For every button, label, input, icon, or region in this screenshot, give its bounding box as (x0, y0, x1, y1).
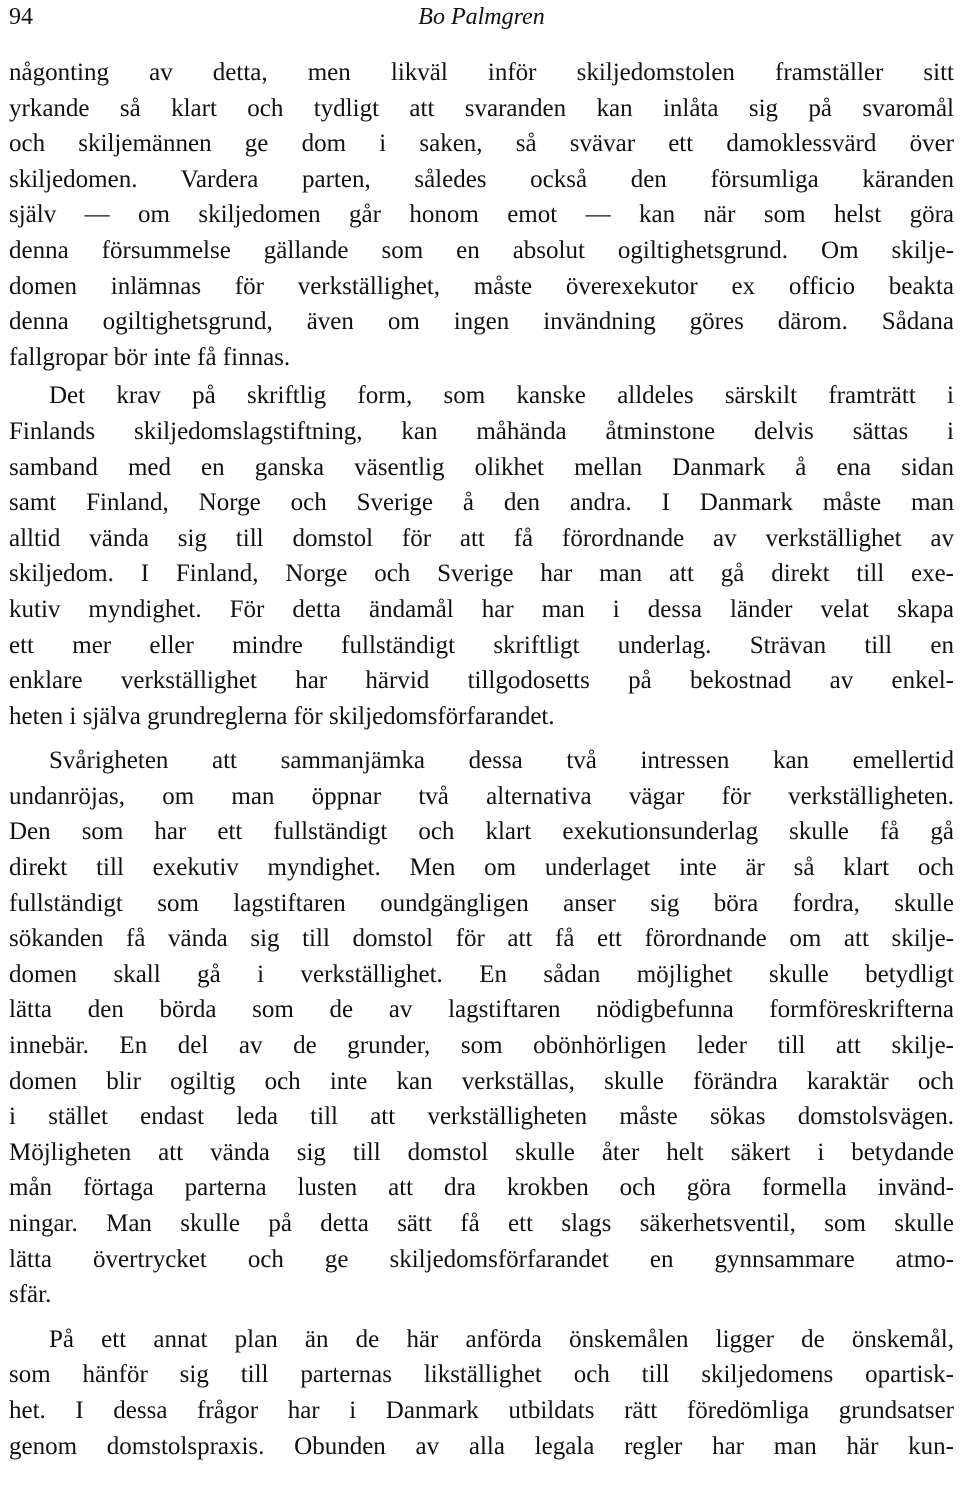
paragraph-2 (9, 378, 954, 734)
text-line: innebär. En del av de grunder, som obönhörligen leder till att skilje- (9, 1032, 954, 1060)
text-line: enklare verkställighet har härvid tillgodosetts på bekostnad av enkel- (9, 667, 954, 695)
text-line: Svårigheten att sammanjämka dessa två intressen kan emellertid (49, 747, 954, 775)
text-line: ett mer eller mindre fullständigt skriftligt underlag. Strävan till en (9, 631, 954, 659)
text-line: het. I dessa frågor har i Danmark utbildats rätt föredömliga grundsatser (9, 1396, 954, 1424)
document-page (9, 0, 954, 1464)
text-line: domen inlämnas för verkställighet, måste överexekutor ex officio beakta (9, 272, 954, 300)
text-line: skiljedom. I Finland, Norge och Sverige har man att gå direkt till exe- (9, 560, 954, 588)
text-line: heten i själva grundreglerna för skiljedomsförfarandet. (9, 702, 555, 730)
text-line: själv — om skiljedomen går honom emot — kan när som helst göra (9, 201, 954, 229)
text-line: som hänför sig till parternas likställighet och till skiljedomens opartisk- (9, 1361, 954, 1389)
text-line: sökanden få vända sig till domstol för att få ett förordnande om att skilje- (9, 925, 954, 953)
body-text (9, 55, 954, 1464)
text-line: samband med en ganska väsentlig olikhet mellan Danmark å ena sidan (9, 453, 954, 481)
text-line: domen skall gå i verkställighet. En sådan möjlighet skulle betydligt (9, 960, 954, 988)
text-line: skiljedomen. Vardera parten, således också den försumliga käranden (9, 165, 954, 193)
text-line: yrkande så klart och tydligt att svaranden kan inlåta sig på svaromål (9, 94, 954, 122)
text-line: någonting av detta, men likväl inför skiljedomstolen framställer sitt (9, 59, 954, 86)
text-line: Den som har ett fullständigt och klart exekutionsunderlag skulle få gå (9, 818, 954, 846)
text-line: domen blir ogiltig och inte kan verkställas, skulle förändra karaktär och (9, 1067, 954, 1095)
text-line: lätta den börda som de av lagstiftaren nödigbefunna formföreskrifterna (9, 996, 954, 1024)
paragraph-3 (9, 743, 954, 1313)
text-line: Möjligheten att vända sig till domstol skulle åter helt säkert i betydande (9, 1138, 954, 1166)
text-line: Det krav på skriftlig form, som kanske alldeles särskilt framträtt i (49, 382, 954, 410)
text-line: sfär. (9, 1281, 52, 1309)
text-line: direkt till exekutiv myndighet. Men om underlaget inte är så klart och (9, 854, 954, 882)
text-line: och skiljemännen ge dom i saken, så svävar ett damoklessvärd över (9, 130, 954, 158)
page-number: 94 (9, 4, 33, 30)
text-line: fullständigt som lagstiftaren oundgängligen anser sig böra fordra, skulle (9, 889, 954, 917)
text-line: genom domstolspraxis. Obunden av alla legala regler har man här kun- (9, 1432, 954, 1460)
text-line: fallgropar bör inte få finnas. (9, 343, 291, 371)
paragraph-1 (9, 55, 954, 375)
text-line: På ett annat plan än de här anförda önskemålen ligger de önskemål, (49, 1325, 954, 1353)
text-line: lätta övertrycket och ge skiljedomsförfarandet en gynnsammare atmo- (9, 1245, 954, 1273)
text-line: i stället endast leda till att verkställigheten måste sökas domstolsvägen. (9, 1103, 954, 1131)
text-line: Finlands skiljedomslagstiftning, kan måhända åtminstone delvis sättas i (9, 417, 954, 445)
text-line: alltid vända sig till domstol för att få förordnande av verkställighet av (9, 524, 954, 552)
paragraph-4 (9, 1322, 954, 1464)
text-line: denna ogiltighetsgrund, även om ingen invändning göres därom. Sådana (9, 308, 954, 336)
text-line: denna försummelse gällande som en absolut ogiltighetsgrund. Om skilje- (9, 236, 954, 264)
text-line: ningar. Man skulle på detta sätt få ett slags säkerhetsventil, som skulle (9, 1210, 954, 1237)
text-line: mån förtaga parterna lusten att dra krokben och göra formella invänd- (9, 1174, 954, 1202)
running-header (9, 0, 954, 34)
header-author: Bo Palmgren (418, 4, 545, 30)
text-line: kutiv myndighet. För detta ändamål har man i dessa länder velat skapa (9, 595, 954, 623)
text-line: samt Finland, Norge och Sverige å den andra. I Danmark måste man (9, 489, 954, 517)
text-line: undanröjas, om man öppnar två alternativa vägar för verkställigheten. (9, 782, 954, 810)
